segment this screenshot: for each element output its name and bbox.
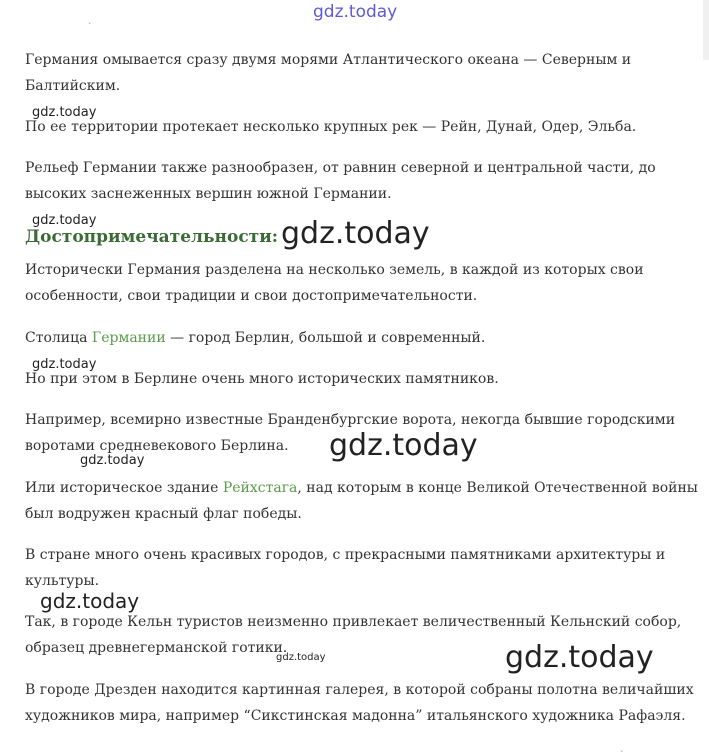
watermark: gdz.today — [40, 589, 140, 613]
paragraph — [25, 407, 675, 459]
text-segment: Или историческое здание — [25, 480, 223, 496]
paragraph — [25, 155, 656, 207]
paragraph-line: Но при этом в Берлине очень много исторических памятников. — [25, 371, 499, 387]
partial-glyph: ˯ — [88, 14, 92, 25]
paragraph-line: был водружен красный флаг победы. — [25, 506, 302, 522]
paragraph — [25, 114, 636, 140]
paragraph-line: особенности, свои традиции и свои достопримечательности. — [25, 288, 478, 304]
paragraph — [25, 542, 665, 594]
paragraph-line: В стране много очень красивых городов, с прекрасными памятниками архитектуры и — [25, 547, 666, 563]
watermark: gdz.today — [329, 428, 478, 463]
paragraph-line: Например, всемирно известные Бранденбургские ворота, некогда бывшие городскими — [25, 412, 676, 428]
paragraph-line: Так, в городе Кельн туристов неизменно привлекает величественный Кельнский собор, — [25, 614, 682, 630]
paragraph-line: Германия омывается сразу двумя морями Атлантического океана — Северным и — [25, 52, 632, 68]
paragraph-line: Исторически Германия разделена на несколько земель, в каждой из которых свои — [25, 262, 644, 278]
watermark: gdz.today — [32, 357, 97, 372]
text-segment: Столица — [25, 330, 92, 346]
watermark-top: gdz.today — [313, 2, 398, 22]
paragraph — [25, 325, 485, 351]
link-reichstag[interactable]: Рейхстага — [222, 480, 298, 496]
partial-glyph: ˯ — [620, 742, 624, 753]
paragraph — [25, 366, 499, 392]
watermark: gdz.today — [32, 105, 97, 120]
paragraph-line: Балтийским. — [25, 78, 121, 94]
paragraph — [25, 47, 631, 99]
paragraph-line: Рельеф Германии также разнообразен, от равнин северной и центральной части, до — [25, 160, 656, 176]
section-heading: Достопримечательности: — [25, 227, 279, 247]
paragraph — [25, 257, 644, 309]
paragraph-line: высоких заснеженных вершин южной Германии. — [25, 186, 392, 202]
link-germany[interactable]: Германии — [91, 330, 166, 346]
watermark: gdz.today — [505, 640, 654, 675]
paragraph-line: По ее территории протекает несколько крупных рек — Рейн, Дунай, Одер, Эльба. — [25, 119, 637, 135]
watermark: gdz.today — [32, 213, 97, 228]
scrollbar[interactable] — [703, 0, 709, 60]
paragraph — [25, 677, 694, 729]
text-segment: , над которым в конце Великой Отечественной войны — [297, 480, 698, 496]
watermark: gdz.today — [276, 652, 326, 663]
paragraph-line: воротами средневекового Берлина. — [25, 438, 289, 454]
paragraph — [25, 475, 698, 527]
watermark: gdz.today — [80, 453, 145, 468]
paragraph-line: образец древнегерманской готики. — [25, 640, 288, 656]
paragraph-line: В городе Дрезден находится картинная галерея, в которой собраны полотна величайших — [25, 682, 694, 698]
watermark: gdz.today — [281, 216, 430, 251]
paragraph-line: художников мира, например “Сикстинская мадонна” итальянского художника Рафаэля. — [25, 708, 686, 724]
paragraph — [25, 609, 681, 661]
paragraph-line: культуры. — [25, 573, 100, 589]
text-segment: — город Берлин, большой и современный. — [165, 330, 486, 346]
